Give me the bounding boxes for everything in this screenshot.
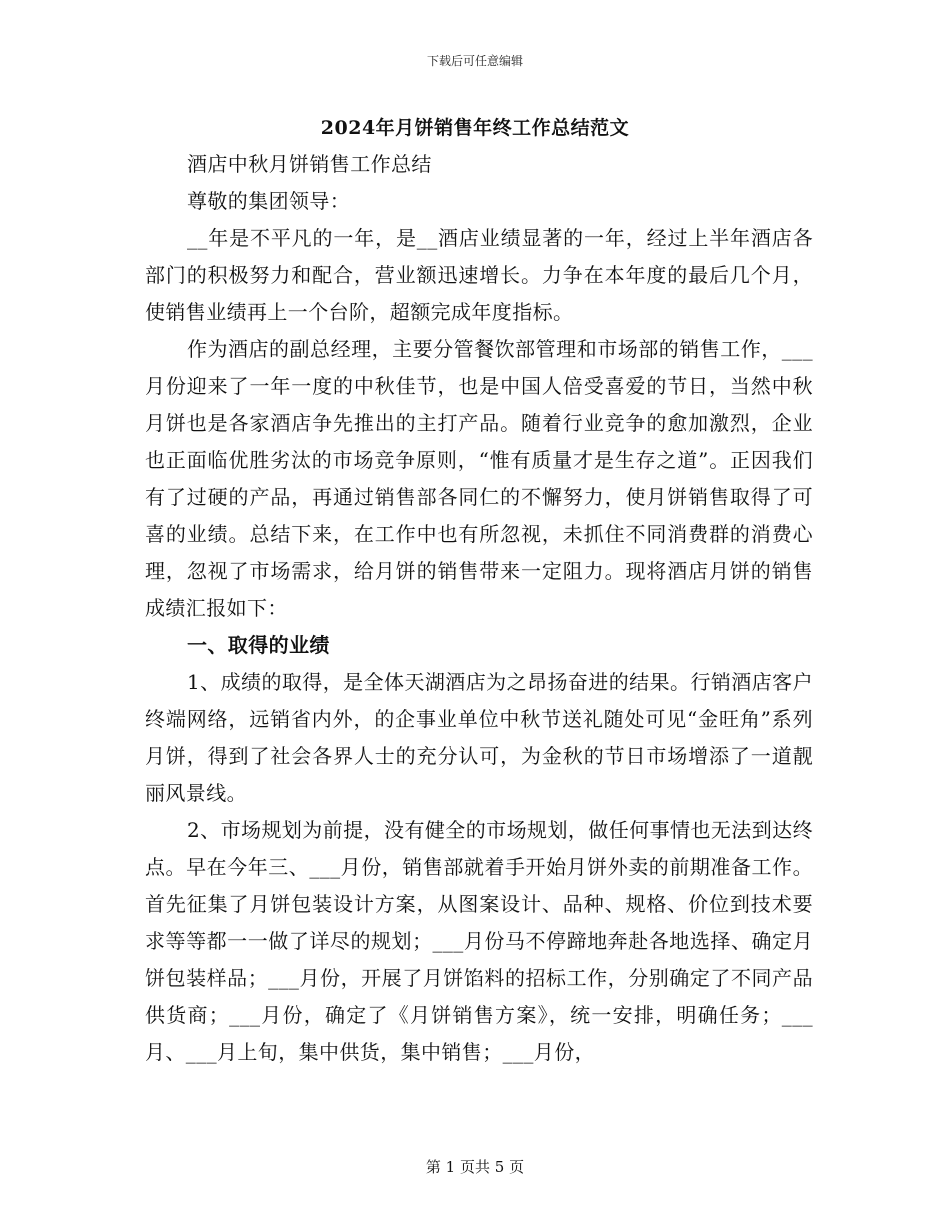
paragraph-intro: __年是不平凡的一年，是__酒店业绩显著的一年，经过上半年酒店各部门的积极努力和配合，营业额迅速增长。力争在本年度的最后几个月，使销售业绩再上一个台阶，超额完成年度指标。	[145, 226, 813, 324]
paragraph-achievement-1: 1、成绩的取得，是全体天湖酒店为之昂扬奋进的结果。行销酒店客户终端网络，远销省内外，的企事业单位中秋节送礼随处可见“金旺角”系列月饼，得到了社会各界人士的充分认可，为金秋的节日市场增添了一道靓丽风景线。	[145, 670, 813, 805]
section-heading-achievements: 一、取得的业绩	[187, 633, 330, 657]
paragraph-achievement-2: 2、市场规划为前提，没有健全的市场规划，做任何事情也无法到达终点。早在今年三、___月份，销售部就着手开始月饼外卖的前期准备工作。首先征集了月饼包装设计方案，从图案设计、品种、规格、价位到技术要求等等都一一做了详尽的规划；___月份马不停蹄地奔赴各地选择、确定月饼包装样品；___月份，开展了月饼馅料的招标工作，分别确定了不同产品供货商；___月份，确定了《月饼销售方案》，统一安排，明确任务；___月、___月上旬，集中供货，集中销售；___月份，	[145, 818, 813, 1064]
paragraph-salutation: 尊敬的集团领导：	[187, 189, 351, 213]
document-body	[145, 146, 813, 1071]
paragraph-subtitle: 酒店中秋月饼销售工作总结	[187, 152, 432, 176]
page-header: 下载后可任意编辑	[426, 54, 523, 68]
page-footer: 第 1 页共 5 页	[425, 1158, 525, 1176]
document-title: 2024年月饼销售年终工作总结范文	[320, 117, 630, 139]
paragraph-background: 作为酒店的副总经理，主要分管餐饮部管理和市场部的销售工作，___月份迎来了一年一度的中秋佳节，也是中国人倍受喜爱的节日，当然中秋月饼也是各家酒店争先推出的主打产品。随着行业竞争的愈加激烈，企业也正面临优胜劣汰的市场竞争原则，“惟有质量才是生存之道”。正因我们有了过硬的产品，再通过销售部各同仁的不懈努力，使月饼销售取得了可喜的业绩。总结下来，在工作中也有所忽视，未抓住不同消费群的消费心理，忽视了市场需求，给月饼的销售带来一定阻力。现将酒店月饼的销售成绩汇报如下：	[145, 337, 813, 620]
